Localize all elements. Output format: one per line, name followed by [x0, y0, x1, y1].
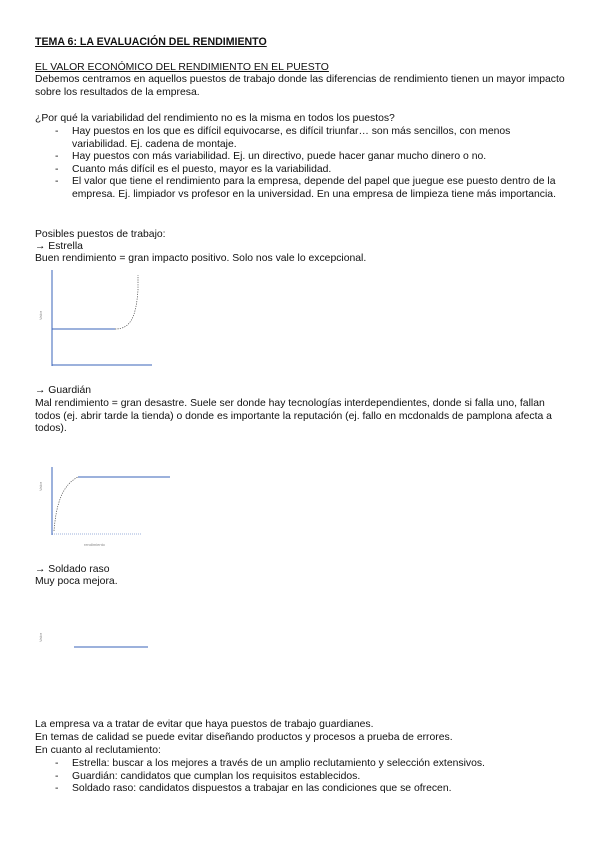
list-item: - Soldado raso: candidatos dispuestos a trabajar en las condiciones que se ofrecen.	[35, 783, 565, 796]
soldado-chart	[30, 620, 160, 660]
list-item: - Hay puestos en los que es difícil equivocarse, es difícil triunfar… son más sencillos, con menos variabilidad. Ej. cadena de montaje.	[35, 126, 565, 151]
list-item: - Guardián: candidatos que cumplan los requisitos establecidos.	[35, 771, 565, 784]
list-item: - Cuanto más difícil es el puesto, mayor es la variabilidad.	[35, 164, 565, 177]
variability-question: ¿Por qué la variabilidad del rendimiento no es la misma en todos los puestos?	[35, 113, 395, 124]
guardian-chart	[30, 465, 180, 555]
exponential-curve	[115, 275, 138, 329]
y-axis-label: Valor	[38, 481, 43, 491]
recruitment-list	[35, 758, 565, 796]
y-axis-label: Valor	[38, 310, 43, 320]
closing-line: En cuanto al reclutamiento:	[35, 745, 161, 756]
saturating-curve	[54, 477, 78, 531]
list-item: - Hay puestos con más variabilidad. Ej. un directivo, puede hacer ganar mucho dinero o no.	[35, 151, 565, 164]
guardian-heading: → Guardián	[35, 385, 92, 396]
estrella-chart	[30, 270, 160, 370]
closing-line: En temas de calidad se puede evitar diseñando productos y procesos a prueba de errores.	[35, 732, 453, 743]
y-axis-label: Valor	[38, 632, 43, 642]
x-axis-label: rendimiento	[84, 542, 105, 547]
estrella-description: Buen rendimiento = gran impacto positivo. Solo nos vale lo excepcional.	[35, 253, 367, 264]
guardian-description: Mal rendimiento = gran desastre. Suele ser donde hay tecnologías interdependientes, donde si falla uno, fallan todos (ej. abrir tarde la tienda) o donde es importante la reputación (ej. fallo en mcdonalds de pamplona afecta a todos).	[35, 398, 552, 435]
section-heading: EL VALOR ECONÓMICO DEL RENDIMIENTO EN EL PUESTO	[35, 62, 329, 73]
soldado-heading: → Soldado raso	[35, 564, 110, 575]
page-title: TEMA 6: LA EVALUACIÓN DEL RENDIMIENTO	[35, 36, 267, 48]
closing-line: La empresa va a tratar de evitar que haya puestos de trabajo guardianes.	[35, 719, 374, 730]
list-item: - Estrella: buscar a los mejores a través de un amplio reclutamiento y selección extensivos.	[35, 758, 565, 771]
variability-list	[35, 126, 565, 202]
job-types-intro: Posibles puestos de trabajo:	[35, 229, 166, 240]
soldado-description: Muy poca mejora.	[35, 576, 118, 587]
estrella-heading: → Estrella	[35, 241, 83, 252]
list-item: - El valor que tiene el rendimiento para la empresa, depende del papel que juegue ese puesto dentro de la empresa. Ej. limpiador vs profesor en la universidad. En una empresa de limpieza tiene más importancia.	[35, 176, 565, 201]
intro-paragraph: Debemos centramos en aquellos puestos de trabajo donde las diferencias de rendimiento tienen un mayor impacto sobre los resultados de la empresa.	[35, 74, 565, 98]
